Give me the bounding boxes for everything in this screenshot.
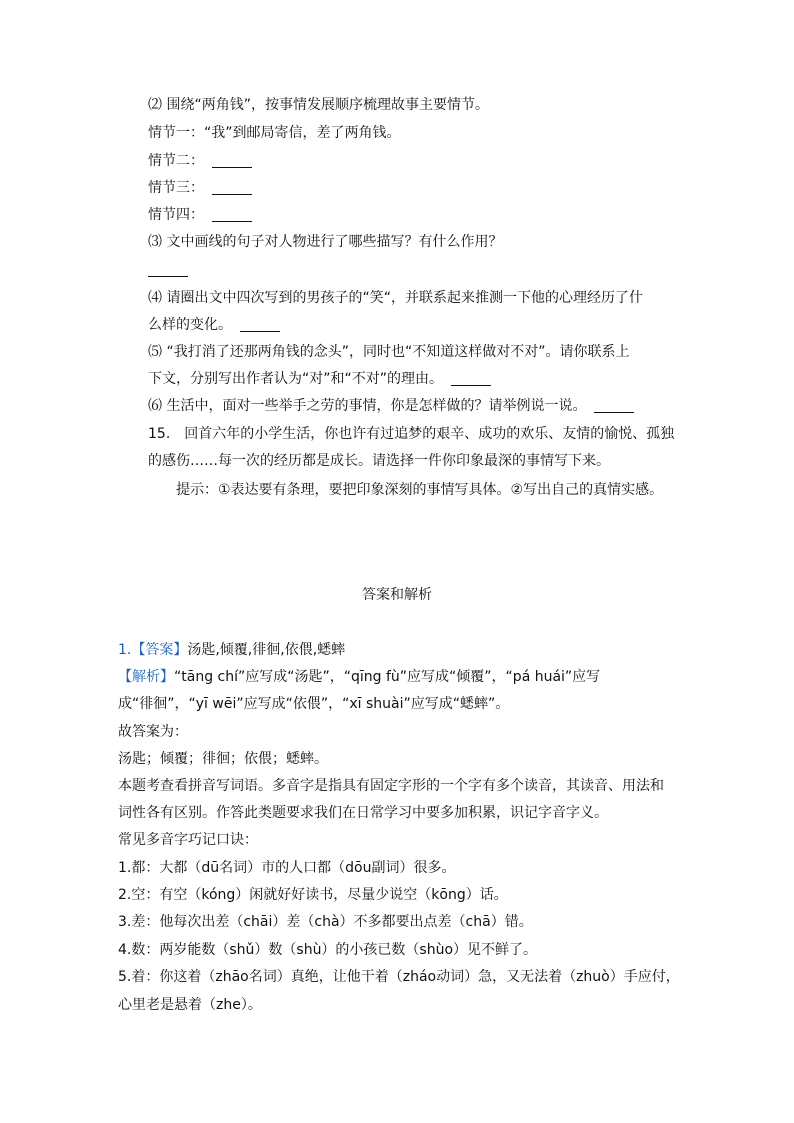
a1-answer-text: 汤匙,倾覆,徘徊,依偎,蟋蟀 — [187, 642, 346, 658]
a1-mnemonic-4: 4.数：两岁能数（shǔ）数（shù）的小孩已数（shùo）见不鲜了。 — [118, 942, 538, 958]
a1-mnemonic-5-line1: 5.着：你这着（zhāo名词）真绝，让他干着（zháo动词）急，又无法着（zhuò）手应付， — [118, 969, 680, 985]
a1-analysis-line1: “tāng chí”应写成“汤匙”，“qīng fù”应写成“倾覆”，“pá huái”应写 — [174, 669, 601, 685]
a1-answer-tag: 1.【答案】 — [118, 642, 188, 658]
q2-plot3-blank[interactable] — [212, 193, 252, 195]
a1-so-answer: 故答案为： — [118, 724, 188, 740]
q3-blank[interactable] — [148, 275, 188, 277]
q15-line2: 的感伤……每一次的经历都是成长。请选择一件你印象最深的事情写下来。 — [148, 453, 610, 469]
q6-prompt: ⑹ 生活中，面对一些举手之劳的事情，你是怎样做的？请举例说一说。 — [148, 398, 587, 414]
q6-row — [148, 396, 634, 416]
a1-analysis-row — [118, 667, 600, 687]
q6-blank[interactable] — [594, 411, 634, 413]
a1-explain-line2: 词性各有区别。作答此类题要求我们在日常学习中要多加积累，识记字音字义。 — [118, 805, 608, 821]
a1-mnemonic-3: 3.差：他每次出差（chāi）差（chà）不多都要出点差（chā）错。 — [118, 914, 533, 930]
q2-plot2-blank[interactable] — [212, 166, 252, 168]
a1-mnemonic-title: 常见多音字巧记口诀： — [118, 832, 258, 848]
a1-explain-line1: 本题考查看拼音写词语。多音字是指具有固定字形的一个字有多个读音，其读音、用法和 — [118, 778, 664, 794]
q2-plot4-row — [148, 205, 252, 225]
a1-mnemonic-2: 2.空：有空（kóng）闲就好好读书，尽量少说空（kōng）话。 — [118, 887, 508, 903]
q2-prompt: ⑵ 围绕“两角钱”，按事情发展顺序梳理故事主要情节。 — [148, 97, 489, 113]
a1-answer-list: 汤匙；倾覆；徘徊；依偎；蟋蟀。 — [118, 751, 328, 767]
q4-line1: ⑷ 请圈出文中四次写到的男孩子的“笑“，并联系起来推测一下他的心理经历了什 — [148, 290, 643, 306]
q15-line1: 15. 回首六年的小学生活，你也许有过追梦的艰辛、成功的欢乐、友情的愉悦、孤独 — [148, 426, 675, 442]
a1-mnemonic-5-line2: 心里老是悬着（zhe）。 — [118, 997, 262, 1013]
q4-line2: 么样的变化。 — [148, 317, 232, 333]
q2-plot4-blank[interactable] — [212, 220, 252, 222]
q4-blank[interactable] — [240, 330, 280, 332]
q2-plot3-label: 情节三： — [148, 180, 204, 196]
q3-prompt: ⑶ 文中画线的句子对人物进行了哪些描写？有什么作用？ — [148, 234, 503, 250]
a1-analysis-line2: 成“徘徊”，“yī wēi”应写成“依偎”，“xī shuài”应写成“蟋蟀”。 — [118, 696, 510, 712]
q5-line2: 下文，分别写出作者认为“对”和“不对”的理由。 — [148, 371, 444, 387]
a1-mnemonic-1: 1.都：大都（dū名词）市的人口都（dōu副词）很多。 — [118, 860, 456, 876]
a1-analysis-tag: 【解析】 — [118, 669, 174, 685]
q5-line1: ⑸ “我打消了还那两角钱的念头”，同时也“不知道这样做对不对”。请你联系上 — [148, 344, 630, 360]
q15-hint: 提示：①表达要有条理，要把印象深刻的事情写具体。②写出自己的真情实感。 — [176, 482, 664, 498]
q2-plot3-row — [148, 178, 252, 198]
q3-answer-row — [148, 260, 188, 280]
q5-line2-row — [148, 369, 491, 389]
a1-answer-row — [118, 640, 345, 660]
q2-plot2-label: 情节二： — [148, 153, 204, 169]
answers-title: 答案和解析 — [362, 587, 432, 603]
q2-plot1: 情节一：“我”到邮局寄信，差了两角钱。 — [148, 125, 401, 141]
q2-plot4-label: 情节四： — [148, 207, 204, 223]
q4-line2-row — [148, 315, 280, 335]
q5-blank[interactable] — [451, 384, 491, 386]
q2-plot2-row — [148, 151, 252, 171]
